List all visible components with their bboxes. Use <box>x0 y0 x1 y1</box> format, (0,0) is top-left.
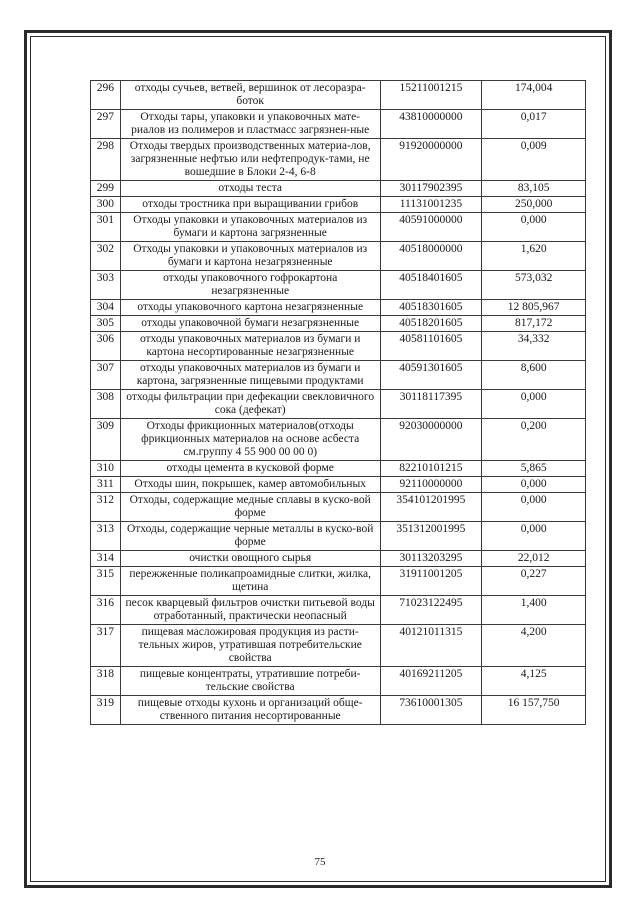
waste-code: 92030000000 <box>380 419 482 461</box>
waste-amount: 573,032 <box>482 271 586 300</box>
waste-amount: 16 157,750 <box>482 696 586 725</box>
waste-code: 30117902395 <box>380 181 482 197</box>
waste-amount: 174,004 <box>482 81 586 110</box>
row-number: 302 <box>91 242 121 271</box>
table-row <box>91 332 586 361</box>
row-number: 308 <box>91 390 121 419</box>
waste-name: Отходы фрикционных материалов(отходы фрикционных материалов на основе асбеста см.группу 4 55 900 00 00 0) <box>120 419 380 461</box>
row-number: 312 <box>91 493 121 522</box>
table-row <box>91 81 586 110</box>
row-number: 298 <box>91 139 121 181</box>
waste-amount: 0,000 <box>482 522 586 551</box>
table-row <box>91 667 586 696</box>
row-number: 311 <box>91 477 121 493</box>
waste-code: 40518201605 <box>380 316 482 332</box>
waste-code: 43810000000 <box>380 110 482 139</box>
waste-name: отходы упаковочного картона незагрязненные <box>120 300 380 316</box>
waste-code: 351312001995 <box>380 522 482 551</box>
row-number: 301 <box>91 213 121 242</box>
waste-code: 40591301605 <box>380 361 482 390</box>
waste-name: пищевая масложировая продукция из расти-тельных жиров, утратившая потребительские свойства <box>120 625 380 667</box>
table-row <box>91 625 586 667</box>
waste-code: 40518301605 <box>380 300 482 316</box>
waste-name: отходы сучьев, ветвей, вершинок от лесоразра-боток <box>120 81 380 110</box>
waste-name: очистки овощного сырья <box>120 551 380 567</box>
waste-amount: 0,009 <box>482 139 586 181</box>
row-number: 297 <box>91 110 121 139</box>
waste-name: Отходы, содержащие медные сплавы в куско-вой форме <box>120 493 380 522</box>
waste-name: пищевые концентраты, утратившие потреби-тельские свойства <box>120 667 380 696</box>
waste-code: 82210101215 <box>380 461 482 477</box>
waste-name: отходы упаковочных материалов из бумаги и картона, загрязненные пищевыми продуктами <box>120 361 380 390</box>
waste-amount: 83,105 <box>482 181 586 197</box>
waste-code: 30113203295 <box>380 551 482 567</box>
row-number: 303 <box>91 271 121 300</box>
waste-code: 71023122495 <box>380 596 482 625</box>
waste-code: 40518401605 <box>380 271 482 300</box>
waste-name: отходы фильтрации при дефекации свекловичного сока (дефекат) <box>120 390 380 419</box>
table-row <box>91 242 586 271</box>
waste-code: 40581101605 <box>380 332 482 361</box>
waste-amount: 0,017 <box>482 110 586 139</box>
row-number: 307 <box>91 361 121 390</box>
table-row <box>91 271 586 300</box>
waste-code: 73610001305 <box>380 696 482 725</box>
waste-amount: 0,000 <box>482 213 586 242</box>
waste-name: пищевые отходы кухонь и организаций обще-ственного питания несортированные <box>120 696 380 725</box>
waste-code: 40169211205 <box>380 667 482 696</box>
row-number: 306 <box>91 332 121 361</box>
waste-amount: 1,620 <box>482 242 586 271</box>
row-number: 318 <box>91 667 121 696</box>
table-row <box>91 361 586 390</box>
waste-name: Отходы шин, покрышек, камер автомобильных <box>120 477 380 493</box>
waste-name: отходы упаковочного гофрокартона незагрязненные <box>120 271 380 300</box>
waste-amount: 817,172 <box>482 316 586 332</box>
table-row <box>91 551 586 567</box>
table-row <box>91 696 586 725</box>
table-row <box>91 110 586 139</box>
waste-amount: 8,600 <box>482 361 586 390</box>
waste-name: Отходы упаковки и упаковочных материалов из бумаги и картона загрязненные <box>120 213 380 242</box>
waste-name: отходы теста <box>120 181 380 197</box>
waste-amount: 1,400 <box>482 596 586 625</box>
waste-amount: 0,000 <box>482 493 586 522</box>
waste-name: пережженные поликапроамидные слитки, жилка, щетина <box>120 567 380 596</box>
waste-name: Отходы упаковки и упаковочных материалов из бумаги и картона незагрязненные <box>120 242 380 271</box>
waste-code: 31911001205 <box>380 567 482 596</box>
waste-table-container <box>90 80 586 725</box>
waste-amount: 0,000 <box>482 390 586 419</box>
row-number: 319 <box>91 696 121 725</box>
table-row <box>91 197 586 213</box>
waste-name: отходы упаковочных материалов из бумаги и картона несортированные незагрязненные <box>120 332 380 361</box>
row-number: 305 <box>91 316 121 332</box>
table-row <box>91 213 586 242</box>
row-number: 309 <box>91 419 121 461</box>
waste-code: 40121011315 <box>380 625 482 667</box>
waste-amount: 22,012 <box>482 551 586 567</box>
table-row <box>91 139 586 181</box>
waste-amount: 5,865 <box>482 461 586 477</box>
table-row <box>91 181 586 197</box>
waste-name: отходы тростника при выращивании грибов <box>120 197 380 213</box>
waste-table-body <box>91 81 586 725</box>
waste-name: отходы упаковочной бумаги незагрязненные <box>120 316 380 332</box>
row-number: 299 <box>91 181 121 197</box>
table-row <box>91 596 586 625</box>
row-number: 296 <box>91 81 121 110</box>
waste-amount: 4,125 <box>482 667 586 696</box>
waste-code: 11131001235 <box>380 197 482 213</box>
waste-amount: 250,000 <box>482 197 586 213</box>
waste-code: 92110000000 <box>380 477 482 493</box>
waste-table <box>90 80 586 725</box>
row-number: 317 <box>91 625 121 667</box>
waste-code: 91920000000 <box>380 139 482 181</box>
table-row <box>91 493 586 522</box>
waste-code: 354101201995 <box>380 493 482 522</box>
waste-name: Отходы, содержащие черные металлы в куско-вой форме <box>120 522 380 551</box>
table-row <box>91 316 586 332</box>
page-number: 75 <box>314 856 326 868</box>
table-row <box>91 567 586 596</box>
row-number: 316 <box>91 596 121 625</box>
row-number: 315 <box>91 567 121 596</box>
waste-amount: 0,200 <box>482 419 586 461</box>
row-number: 300 <box>91 197 121 213</box>
waste-amount: 12 805,967 <box>482 300 586 316</box>
waste-code: 40591000000 <box>380 213 482 242</box>
waste-code: 40518000000 <box>380 242 482 271</box>
row-number: 314 <box>91 551 121 567</box>
row-number: 304 <box>91 300 121 316</box>
waste-amount: 34,332 <box>482 332 586 361</box>
table-row <box>91 522 586 551</box>
waste-code: 15211001215 <box>380 81 482 110</box>
row-number: 310 <box>91 461 121 477</box>
waste-amount: 4,200 <box>482 625 586 667</box>
waste-amount: 0,227 <box>482 567 586 596</box>
waste-code: 30118117395 <box>380 390 482 419</box>
waste-amount: 0,000 <box>482 477 586 493</box>
waste-name: отходы цемента в кусковой форме <box>120 461 380 477</box>
waste-name: песок кварцевый фильтров очистки питьевой воды отработанный, практически неопасный <box>120 596 380 625</box>
waste-name: Отходы твердых производственных материа-лов, загрязненные нефтью или нефтепродук-тами, не вошедшие в Блоки 2-4, 6-8 <box>120 139 380 181</box>
table-row <box>91 300 586 316</box>
row-number: 313 <box>91 522 121 551</box>
table-row <box>91 461 586 477</box>
table-row <box>91 390 586 419</box>
table-row <box>91 477 586 493</box>
waste-name: Отходы тары, упаковки и упаковочных мате-риалов из полимеров и пластмасс загрязнен-ные <box>120 110 380 139</box>
table-row <box>91 419 586 461</box>
